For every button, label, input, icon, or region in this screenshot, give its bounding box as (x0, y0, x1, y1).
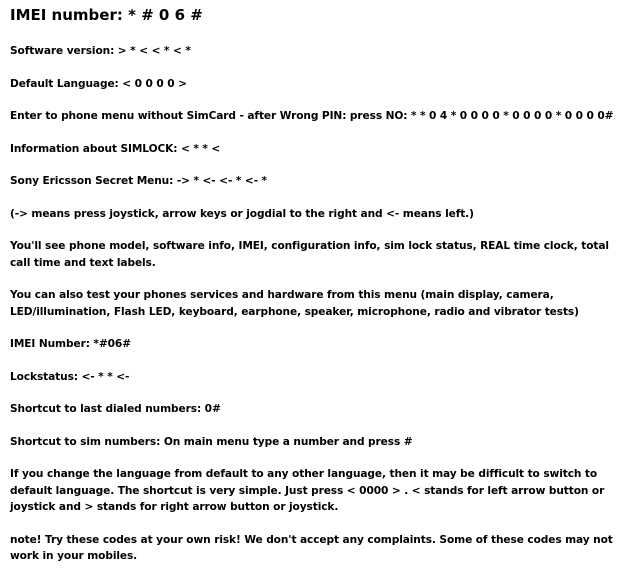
paragraph-no-simcard: Enter to phone menu without SimCard - after Wrong PIN: press NO: * * 0 4 * 0 0 0 0 * 0 0 0 0 * 0 0 0 0# (10, 110, 614, 122)
paragraph-lockstatus: Lockstatus: <- * * <- (10, 370, 130, 383)
paragraph-secret-menu: Sony Ericsson Secret Menu: -> * <- <- * <- * (10, 175, 267, 187)
paragraph-software-version: Software version: > * < < * < * (10, 45, 191, 57)
paragraph-disclaimer: note! Try these codes at your own risk! We don't accept any complaints. Some of these codes may not work in your mobiles. (10, 533, 613, 562)
paragraph-sim-numbers: Shortcut to sim numbers: On main menu type a number and press # (10, 435, 413, 448)
paragraph-last-dialed: Shortcut to last dialed numbers: 0# (10, 403, 221, 415)
paragraph-imei-number: IMEI Number: *#06# (10, 338, 131, 350)
paragraph-simlock: Information about SIMLOCK: < * * < (10, 142, 221, 155)
paragraph-test-services: You can also test your phones services and hardware from this menu (main display, camera, LED/illumination, Flash LED, keyboard, earphone, speaker, microphone, radio and vibrator tests) (10, 289, 579, 318)
paragraph-phone-info: You'll see phone model, software info, IMEI, configuration info, sim lock status, REAL time clock, total call time and text labels. (10, 240, 609, 269)
paragraph-default-language: Default Language: < 0 0 0 0 > (10, 77, 187, 90)
page-title: IMEI number: * # 0 6 # (10, 6, 203, 24)
paragraph-arrow-legend: (-> means press joystick, arrow keys or jogdial to the right and <- means left.) (10, 207, 474, 220)
paragraph-language-shortcut: If you change the language from default to any other language, then it may be difficult to switch to default language. The shortcut is very simple. Just press < 0000 > . < stands for left arrow button or joystick and > stands for right arrow button or joystick. (10, 468, 605, 513)
